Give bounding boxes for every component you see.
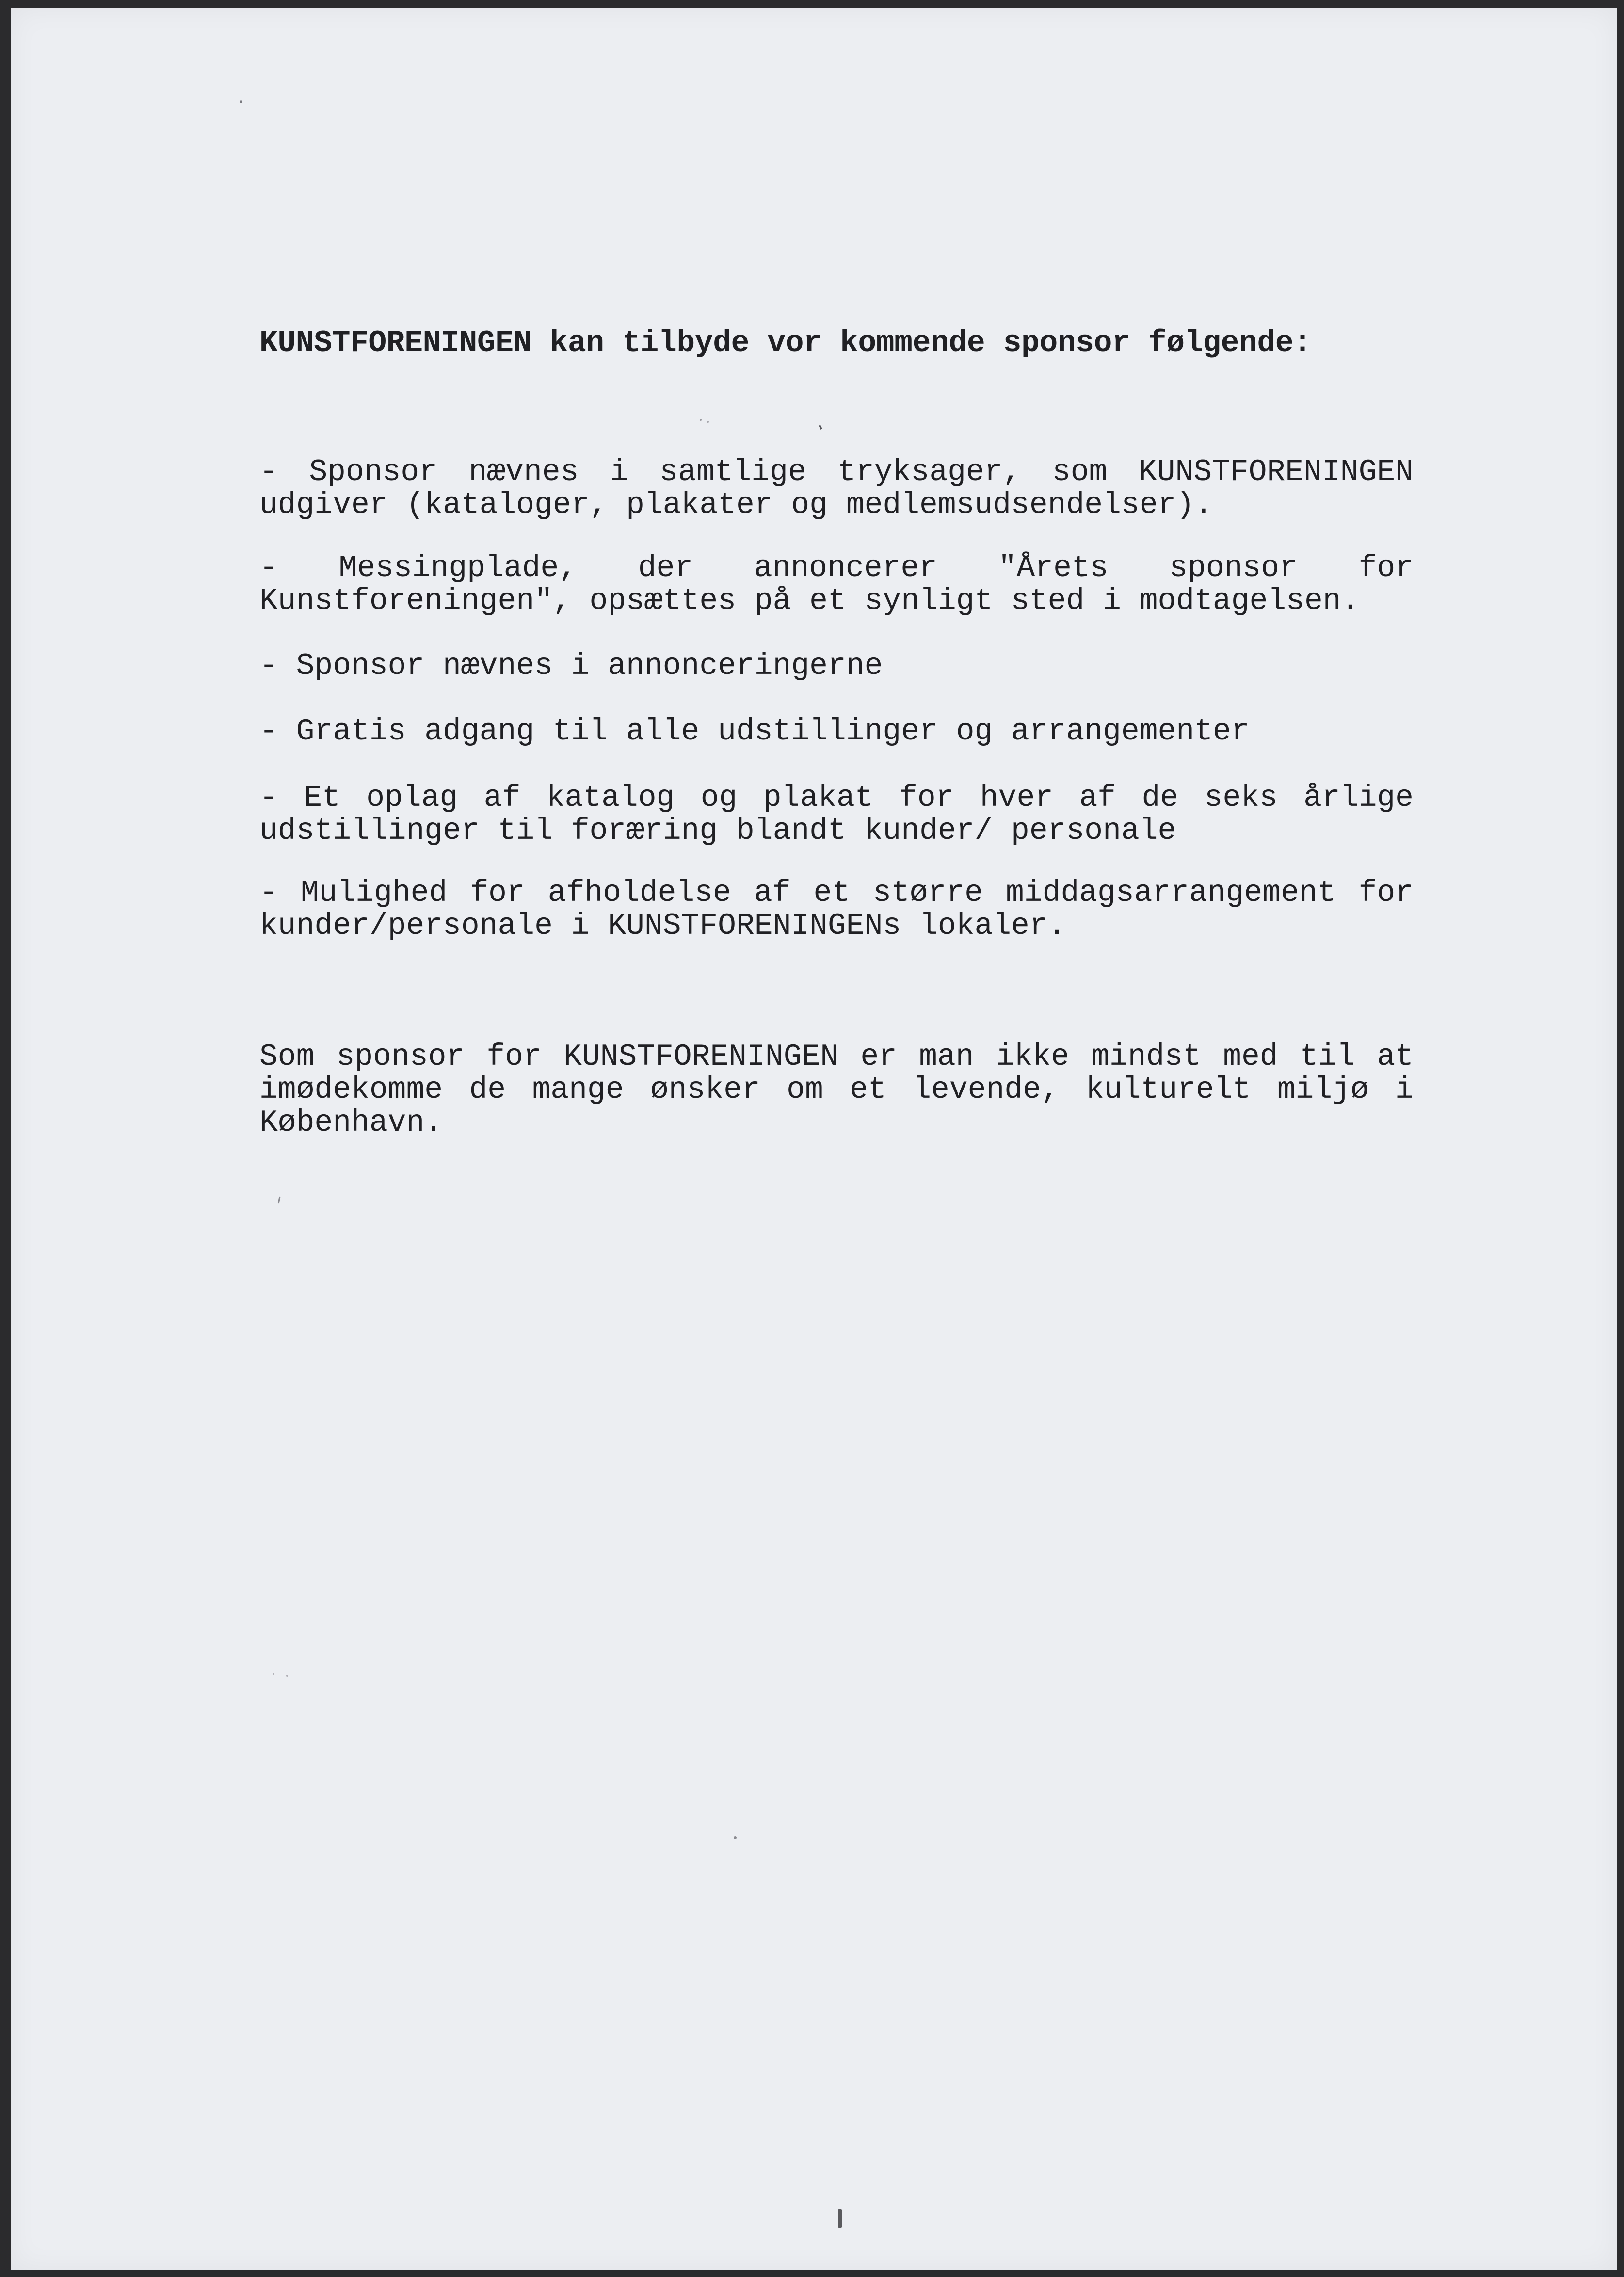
list-item: - Messingplade, der annoncerer "Årets sponsor for Kunstforeningen", opsættes på et synligt sted i modtagelsen. bbox=[259, 551, 1414, 618]
list-item: - Gratis adgang til alle udstillinger og arrangementer bbox=[259, 714, 1250, 749]
list-item: - Sponsor nævnes i annonceringerne bbox=[259, 649, 883, 683]
closing-paragraph: Som sponsor for KUNSTFORENINGEN er man ikke mindst med til at imødekomme de mange ønsker om et levende, kulturelt miljø i København. bbox=[259, 1040, 1414, 1140]
list-item: - Sponsor nævnes i samtlige tryksager, som KUNSTFORENINGEN udgiver (kataloger, plakater og medlemsudsendelser). bbox=[259, 455, 1414, 522]
list-item: - Et oplag af katalog og plakat for hver af de seks årlige udstillinger til foræring blandt kunder/ personale bbox=[259, 781, 1414, 848]
document-heading: KUNSTFORENINGEN kan tilbyde vor kommende sponsor følgende: bbox=[259, 326, 1312, 360]
page-edge-mark bbox=[838, 2209, 842, 2228]
list-item: - Mulighed for afholdelse af et større middagsarrangement for kunder/personale i KUNSTFORENINGENs lokaler. bbox=[259, 876, 1414, 943]
